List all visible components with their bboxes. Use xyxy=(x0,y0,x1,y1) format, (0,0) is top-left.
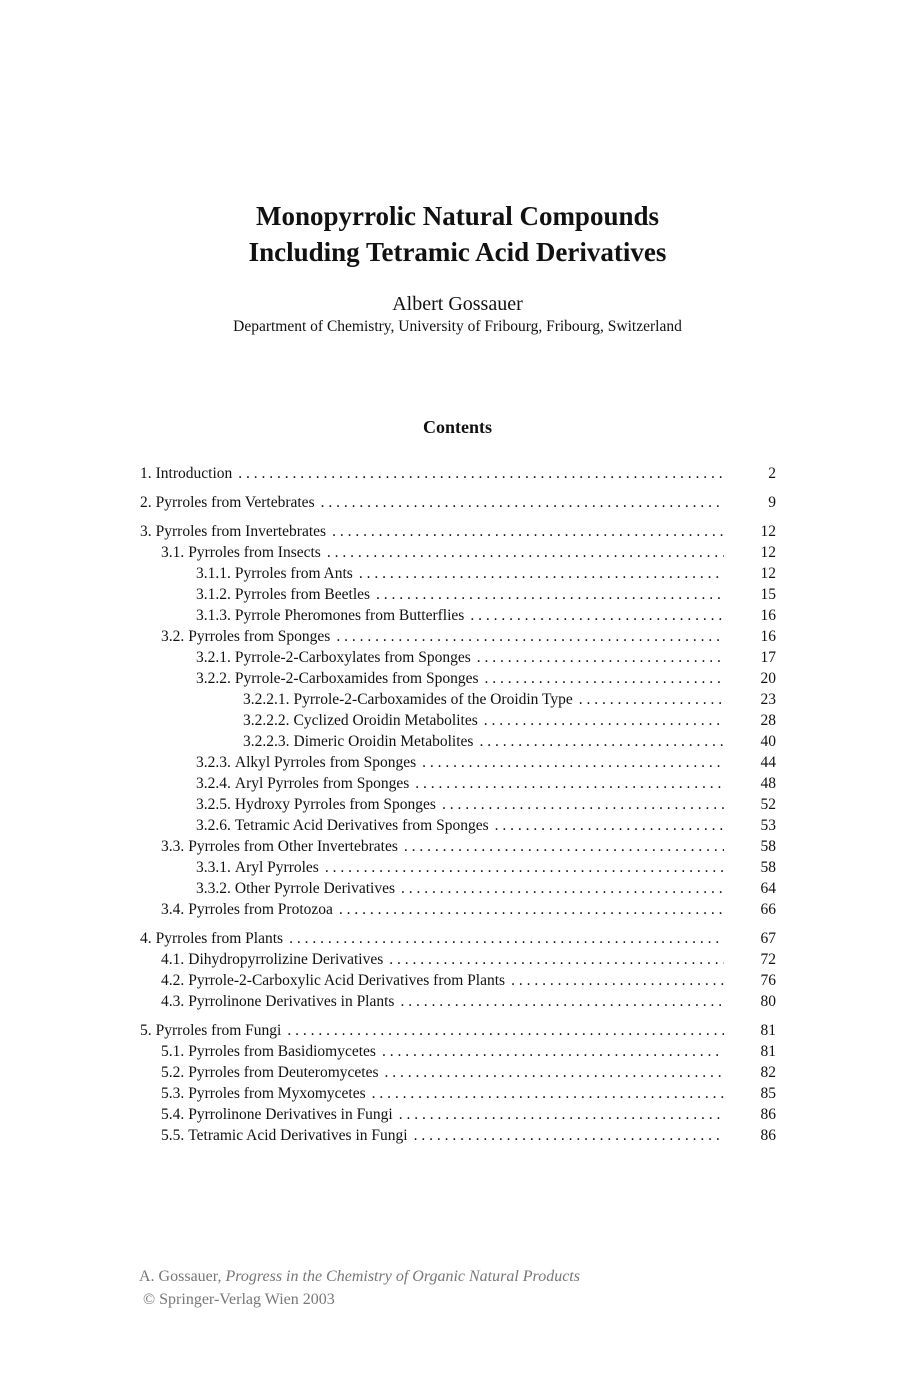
toc-entry xyxy=(140,563,776,584)
toc-entry-title: Pyrrolinone Derivatives in Plants xyxy=(188,993,395,1010)
toc-entry-page: 16 xyxy=(760,607,776,624)
toc-entry-page: 52 xyxy=(760,796,776,813)
toc-entry-page: 12 xyxy=(760,544,776,561)
toc-entry-number: 3.1.3. xyxy=(196,607,231,624)
toc-entry-page: 80 xyxy=(760,993,776,1010)
toc-entry-title: Pyrroles from Beetles xyxy=(234,586,371,603)
footer-citation xyxy=(139,1265,580,1288)
footer-series-title: Progress in the Chemistry of Organic Natural Products xyxy=(225,1268,580,1285)
toc-entry-title: Pyrrole-2-Carboxylates from Sponges xyxy=(234,649,471,666)
toc-entry-label xyxy=(161,626,724,647)
chapter-title-line-2: Including Tetramic Acid Derivatives xyxy=(248,237,667,267)
toc-entry-title: Alkyl Pyrroles from Sponges xyxy=(234,754,417,771)
toc-entry-page: 9 xyxy=(768,494,776,511)
toc-entry-page: 53 xyxy=(760,817,776,834)
toc-entry-page: 20 xyxy=(760,670,776,687)
toc-entry xyxy=(140,815,776,836)
toc-entry-title: Pyrrole-2-Carboxylic Acid Derivatives from Plants xyxy=(188,972,506,989)
toc-entry xyxy=(140,773,776,794)
author-affiliation: Department of Chemistry, University of Fribourg, Fribourg, Switzerland xyxy=(233,318,682,335)
toc-entry-label xyxy=(196,815,724,836)
toc-entry-number: 3.2.4. xyxy=(196,775,231,792)
toc-entry-label xyxy=(196,668,724,689)
toc-entry-title: Pyrroles from Basidiomycetes xyxy=(188,1043,376,1060)
toc-entry-label xyxy=(196,773,724,794)
toc-entry xyxy=(140,647,776,668)
toc-entry-title: Pyrroles from Insects xyxy=(188,544,321,561)
toc-entry-page: 86 xyxy=(760,1106,776,1123)
toc-entry-page: 72 xyxy=(760,951,776,968)
toc-entry-label xyxy=(196,878,724,899)
toc-entry xyxy=(140,668,776,689)
toc-entry-label xyxy=(243,689,724,710)
toc-entry-number: 3. xyxy=(140,523,152,540)
toc-entry-label xyxy=(196,857,724,878)
toc-entry-page: 82 xyxy=(760,1064,776,1081)
toc-entry-label xyxy=(140,1020,724,1041)
toc-entry-number: 5.2. xyxy=(161,1064,185,1081)
toc-entry-label xyxy=(161,1083,724,1104)
toc-entry-number: 4.3. xyxy=(161,993,185,1010)
toc-entry-page: 17 xyxy=(760,649,776,666)
toc-entry xyxy=(140,584,776,605)
toc-entry-page: 66 xyxy=(760,901,776,918)
toc-entry-number: 3.2.6. xyxy=(196,817,231,834)
toc-entry-number: 5.1. xyxy=(161,1043,185,1060)
chapter-title-line-1: Monopyrrolic Natural Compounds xyxy=(255,201,660,231)
toc-entry xyxy=(140,542,776,563)
toc-entry-label xyxy=(161,970,724,991)
toc-entry xyxy=(140,605,776,626)
toc-entry-label xyxy=(140,928,724,949)
toc-entry-page: 12 xyxy=(760,565,776,582)
toc-entry-title: Cyclized Oroidin Metabolites xyxy=(293,712,478,729)
toc-entry-page: 64 xyxy=(760,880,776,897)
toc-entry xyxy=(140,857,776,878)
toc-entry-number: 3.2.2.3. xyxy=(243,733,290,750)
toc-entry-number: 4.1. xyxy=(161,951,185,968)
toc-entry xyxy=(140,991,776,1012)
toc-entry xyxy=(140,731,776,752)
toc-entry-title: Other Pyrrole Derivatives xyxy=(234,880,395,897)
toc-entry-number: 3.2. xyxy=(161,628,185,645)
toc-entry-number: 1. xyxy=(140,465,152,482)
toc-entry-title: Pyrroles from Invertebrates xyxy=(155,523,327,540)
toc-entry-number: 5.4. xyxy=(161,1106,185,1123)
toc-entry xyxy=(140,710,776,731)
toc-entry-label xyxy=(161,991,724,1012)
toc-entry-title: Pyrroles from Ants xyxy=(234,565,353,582)
toc-entry-title: Hydroxy Pyrroles from Sponges xyxy=(234,796,436,813)
toc-entry-number: 3.3. xyxy=(161,838,185,855)
toc-entry-page: 2 xyxy=(768,465,776,482)
toc-entry-number: 3.1.1. xyxy=(196,565,231,582)
toc-entry-title: Aryl Pyrroles xyxy=(234,859,319,876)
chapter-title xyxy=(0,198,915,270)
toc-entry-label xyxy=(161,836,724,857)
toc-entry xyxy=(140,878,776,899)
toc-entry-title: Introduction xyxy=(155,465,233,482)
toc-entry-label xyxy=(140,521,724,542)
toc-entry-page: 15 xyxy=(760,586,776,603)
toc-entry-label xyxy=(196,584,724,605)
toc-entry-label xyxy=(196,794,724,815)
toc-entry-title: Pyrrolinone Derivatives in Fungi xyxy=(188,1106,393,1123)
toc-entry-title: Pyrroles from Fungi xyxy=(155,1022,282,1039)
toc-entry-title: Pyrroles from Protozoa xyxy=(188,901,333,918)
toc-entry xyxy=(140,626,776,647)
toc-entry-page: 76 xyxy=(760,972,776,989)
toc-entry-label xyxy=(243,731,724,752)
toc-entry xyxy=(140,949,776,970)
toc-entry xyxy=(140,836,776,857)
toc-entry-page: 85 xyxy=(760,1085,776,1102)
toc-entry-number: 3.3.1. xyxy=(196,859,231,876)
toc-entry-number: 3.4. xyxy=(161,901,185,918)
toc-entry-title: Dihydropyrrolizine Derivatives xyxy=(188,951,384,968)
toc-entry-label xyxy=(196,563,724,584)
toc-entry-page: 48 xyxy=(760,775,776,792)
toc-entry-label xyxy=(161,1041,724,1062)
toc-entry-number: 5. xyxy=(140,1022,152,1039)
toc-entry xyxy=(140,1104,776,1125)
toc-entry-title: Pyrroles from Myxomycetes xyxy=(188,1085,366,1102)
toc-entry-title: Tetramic Acid Derivatives in Fungi xyxy=(188,1127,408,1144)
toc-entry-title: Pyrroles from Other Invertebrates xyxy=(188,838,398,855)
author-name: Albert Gossauer xyxy=(392,293,523,315)
toc-entry-title: Pyrrole-2-Carboxamides from Sponges xyxy=(234,670,479,687)
table-of-contents xyxy=(140,463,776,1146)
toc-entry xyxy=(140,794,776,815)
toc-entry-number: 5.5. xyxy=(161,1127,185,1144)
toc-entry-label xyxy=(161,1062,724,1083)
toc-entry xyxy=(140,521,776,542)
toc-entry-number: 3.2.2.2. xyxy=(243,712,290,729)
toc-entry-label xyxy=(243,710,724,731)
toc-entry-title: Pyrrole Pheromones from Butterflies xyxy=(234,607,465,624)
toc-entry-title: Pyrroles from Vertebrates xyxy=(155,494,315,511)
toc-entry xyxy=(140,1125,776,1146)
toc-entry-number: 4.2. xyxy=(161,972,185,989)
toc-entry xyxy=(140,1041,776,1062)
toc-entry-title: Aryl Pyrroles from Sponges xyxy=(234,775,410,792)
toc-entry-label xyxy=(196,605,724,626)
toc-entry-page: 28 xyxy=(760,712,776,729)
toc-entry-page: 40 xyxy=(760,733,776,750)
footer-copyright: © Springer-Verlag Wien 2003 xyxy=(143,1291,335,1308)
toc-entry-title: Dimeric Oroidin Metabolites xyxy=(293,733,474,750)
toc-entry xyxy=(140,970,776,991)
toc-entry-label xyxy=(140,463,724,484)
toc-entry-label xyxy=(161,1104,724,1125)
toc-entry-page: 58 xyxy=(760,838,776,855)
toc-entry-label xyxy=(161,1125,724,1146)
toc-entry-page: 67 xyxy=(760,930,776,947)
toc-entry-number: 3.2.5. xyxy=(196,796,231,813)
toc-entry-number: 3.2.3. xyxy=(196,754,231,771)
toc-entry xyxy=(140,1020,776,1041)
toc-entry-page: 12 xyxy=(760,523,776,540)
toc-entry xyxy=(140,899,776,920)
toc-entry-number: 3.2.2.1. xyxy=(243,691,290,708)
toc-entry-title: Pyrroles from Plants xyxy=(155,930,284,947)
footer-author: A. Gossauer, xyxy=(139,1268,226,1285)
toc-entry-title: Pyrrole-2-Carboxamides of the Oroidin Type xyxy=(293,691,573,708)
toc-entry-page: 23 xyxy=(760,691,776,708)
contents-heading: Contents xyxy=(422,417,492,437)
toc-entry-page: 44 xyxy=(760,754,776,771)
toc-entry-number: 3.1. xyxy=(161,544,185,561)
page-footer xyxy=(139,1265,580,1311)
toc-entry-page: 81 xyxy=(760,1043,776,1060)
toc-entry-page: 16 xyxy=(760,628,776,645)
toc-entry-number: 3.1.2. xyxy=(196,586,231,603)
toc-entry-title: Pyrroles from Sponges xyxy=(188,628,331,645)
toc-entry-page: 81 xyxy=(760,1022,776,1039)
toc-entry xyxy=(140,492,776,513)
toc-entry xyxy=(140,689,776,710)
toc-entry xyxy=(140,1062,776,1083)
toc-entry-label xyxy=(196,647,724,668)
toc-entry xyxy=(140,463,776,484)
toc-entry-label xyxy=(196,752,724,773)
toc-entry-number: 3.2.2. xyxy=(196,670,231,687)
toc-entry-page: 86 xyxy=(760,1127,776,1144)
toc-entry-number: 4. xyxy=(140,930,152,947)
toc-entry-number: 2. xyxy=(140,494,152,511)
toc-entry-number: 5.3. xyxy=(161,1085,185,1102)
toc-entry-label xyxy=(140,492,724,513)
toc-entry-label xyxy=(161,899,724,920)
toc-entry xyxy=(140,1083,776,1104)
toc-entry-number: 3.3.2. xyxy=(196,880,231,897)
toc-entry-page: 58 xyxy=(760,859,776,876)
toc-entry xyxy=(140,928,776,949)
toc-entry xyxy=(140,752,776,773)
toc-entry-number: 3.2.1. xyxy=(196,649,231,666)
toc-entry-label xyxy=(161,949,724,970)
toc-entry-title: Pyrroles from Deuteromycetes xyxy=(188,1064,379,1081)
toc-entry-title: Tetramic Acid Derivatives from Sponges xyxy=(234,817,489,834)
toc-entry-label xyxy=(161,542,724,563)
